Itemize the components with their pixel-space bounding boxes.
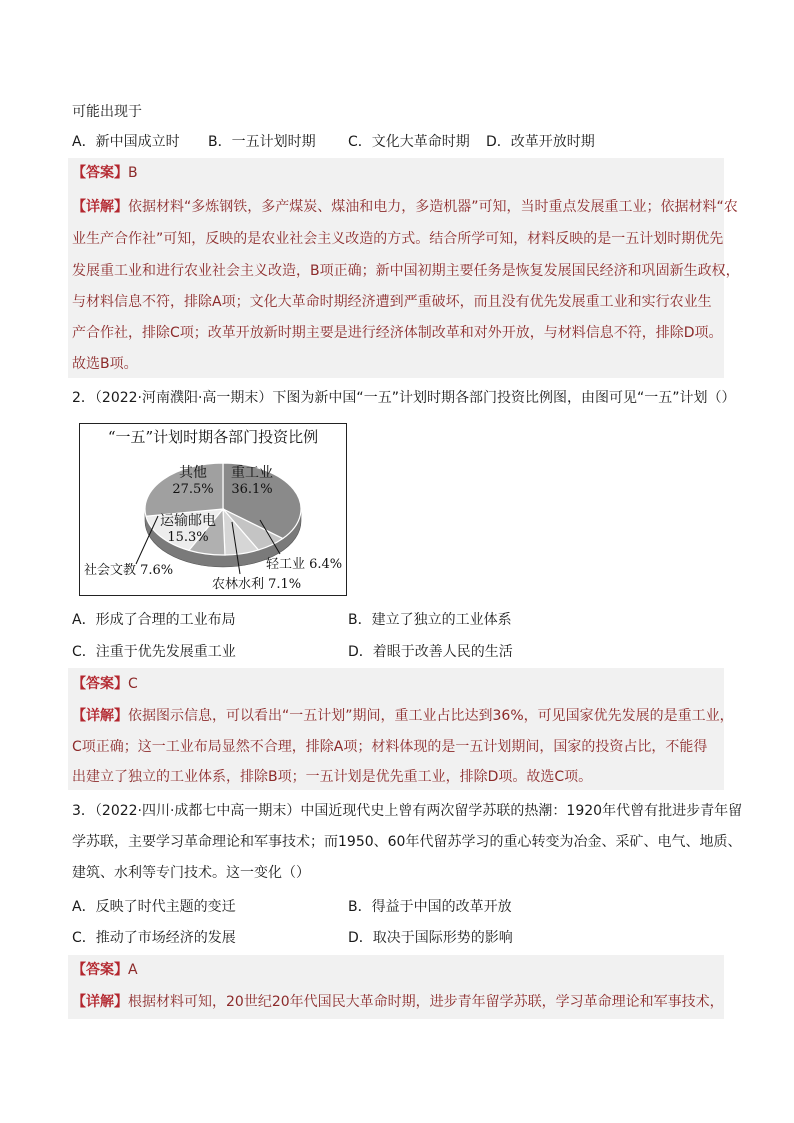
explain-tag: 【详解】 [72, 994, 128, 1010]
q2-explain-line-2: C项正确；这一工业布局显然不合理，排除A项；材料体现的是一五计划期间，国家的投资占比，不能得 [72, 739, 708, 755]
q3-option-c[interactable]: C．推动了市场经济的发展 [72, 930, 236, 946]
value-other: 27.5% [172, 482, 214, 497]
q1-option-c[interactable]: C．文化大革命时期 [348, 134, 470, 150]
explain-tag: 【详解】 [72, 199, 128, 215]
q1-explain-line-4: 与材料信息不符，排除A项；文化大革命时期经济遭到严重破坏，而且没有优先发展重工业和实行农业生 [72, 294, 712, 310]
q1-option-a[interactable]: A．新中国成立时 [72, 134, 180, 150]
q3-stem-line-1: 3．（2022·四川·成都七中高一期末）中国近现代史上曾有两次留学苏联的热潮：1920年代曾有批进步青年留 [72, 803, 743, 819]
pie-chart-figure [79, 423, 347, 596]
answer-tag: 【答案】 [72, 165, 128, 181]
explain-text: 根据材料可知，20世纪20年代国民大革命时期，进步青年留学苏联，学习革命理论和军事技术， [128, 994, 724, 1010]
q1-stem-tail: 可能出现于 [72, 104, 142, 120]
answer-tag: 【答案】 [72, 676, 128, 692]
q2-explain-line-1 [72, 706, 734, 726]
q1-answer [72, 163, 138, 183]
q3-option-d[interactable]: D．取决于国际形势的影响 [348, 930, 513, 946]
q2-option-d[interactable]: D．着眼于改善人民的生活 [348, 644, 513, 660]
label-transport: 运输邮电 [160, 513, 216, 529]
pie-chart [80, 424, 346, 595]
q1-explain-line-6: 故选B项。 [72, 356, 138, 372]
value-heavy: 36.1% [231, 482, 273, 497]
answer-value: A [128, 962, 138, 978]
q1-explain-line-2: 业生产合作社”可知，反映的是农业社会主义改造的方式。结合所学可知，材料反映的是一五计划时期优先 [72, 231, 724, 247]
q3-answer [72, 960, 138, 980]
answer-value: B [128, 165, 138, 181]
explain-text: 依据图示信息，可以看出“一五计划”期间，重工业占比达到36%，可见国家优先发展的是重工业， [128, 708, 734, 724]
explain-tag: 【详解】 [72, 708, 128, 724]
q3-explain-line-1 [72, 992, 724, 1012]
answer-value: C [128, 676, 138, 692]
q2-option-a[interactable]: A．形成了合理的工业布局 [72, 612, 236, 628]
label-light: 轻工业 6.4% [266, 557, 343, 572]
q1-explain-line-3: 发展重工业和进行农业社会主义改造，B项正确；新中国初期主要任务是恢复发展国民经济和巩固新生政权， [72, 263, 740, 279]
q2-option-c[interactable]: C．注重于优先发展重工业 [72, 644, 236, 660]
q3-stem-line-3: 建筑、水利等专门技术。这一变化（） [72, 865, 310, 881]
q1-option-d[interactable]: D．改革开放时期 [486, 134, 595, 150]
q2-answer [72, 674, 138, 694]
q2-explain-line-3: 出建立了独立的工业体系，排除B项；一五计划是优先重工业，排除D项。故选C项。 [72, 769, 593, 785]
label-agri: 农林水利 7.1% [212, 577, 302, 592]
value-transport: 15.3% [167, 530, 209, 545]
q2-option-b[interactable]: B．建立了独立的工业体系 [348, 612, 512, 628]
q1-explain-line-1 [72, 197, 738, 217]
label-social: 社会文教 7.6% [84, 563, 174, 578]
answer-tag: 【答案】 [72, 962, 128, 978]
q3-option-a[interactable]: A．反映了时代主题的变迁 [72, 899, 236, 915]
explain-text: 依据材料“多炼钢铁，多产煤炭、煤油和电力，多造机器”可知，当时重点发展重工业；依据材料“农 [128, 199, 738, 215]
q2-stem: 2．（2022·河南濮阳·高一期末）下图为新中国“一五”计划时期各部门投资比例图，由图可见“一五”计划（） [72, 390, 736, 406]
q3-option-b[interactable]: B．得益于中国的改革开放 [348, 899, 512, 915]
q1-explain-line-5: 产合作社，排除C项；改革开放新时期主要是进行经济体制改革和对外开放，与材料信息不符，排除D项。 [72, 325, 723, 341]
label-heavy: 重工业 [231, 465, 273, 481]
q3-stem-line-2: 学苏联，主要学习革命理论和军事技术；而1950、60年代留苏学习的重心转变为冶金、采矿、电气、地质、 [72, 834, 742, 850]
chart-title: “一五”计划时期各部门投资比例 [107, 428, 319, 446]
label-other: 其他 [179, 465, 207, 481]
q1-option-b[interactable]: B．一五计划时期 [208, 134, 316, 150]
